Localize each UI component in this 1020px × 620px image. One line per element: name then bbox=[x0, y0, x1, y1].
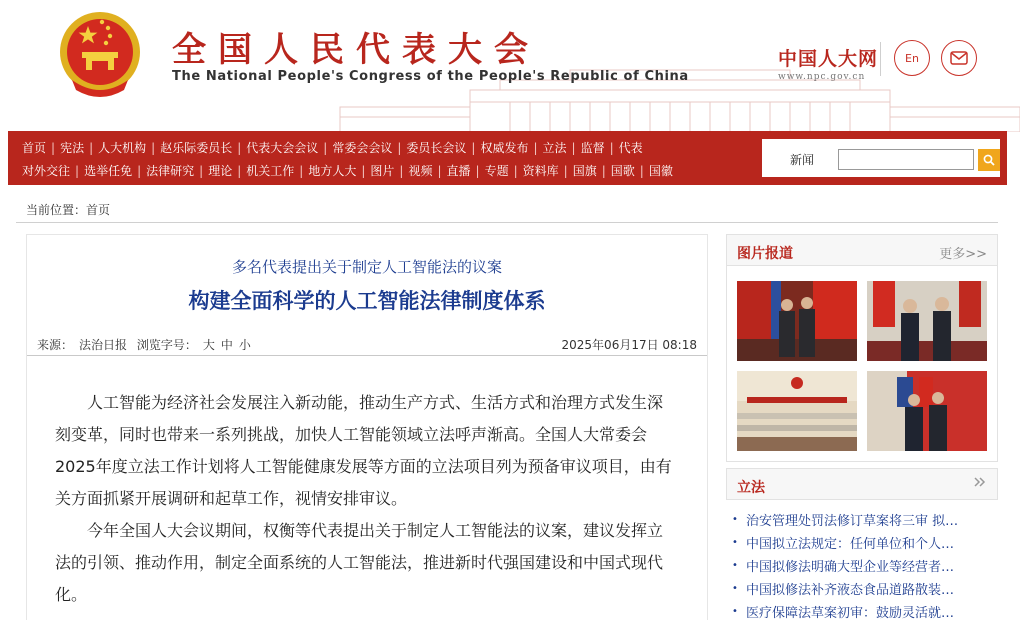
nav-separator: | bbox=[513, 163, 518, 178]
legislation-panel bbox=[726, 468, 998, 500]
nav-item[interactable]: 权威发布 bbox=[480, 141, 529, 155]
english-version-button[interactable] bbox=[894, 40, 930, 76]
nav-item[interactable]: 首页 bbox=[22, 141, 47, 155]
nav-separator: | bbox=[137, 163, 142, 178]
nav-separator: | bbox=[397, 140, 402, 155]
nav-row-secondary bbox=[22, 162, 673, 179]
nav-separator: | bbox=[533, 140, 538, 155]
double-chevron-right-icon bbox=[973, 475, 987, 489]
logo-divider bbox=[880, 42, 881, 76]
article-source: 法治日报 bbox=[79, 338, 128, 352]
nav-separator: | bbox=[237, 163, 242, 178]
nav-item[interactable]: 赵乐际委员长 bbox=[160, 141, 233, 155]
legislation-news-list bbox=[732, 508, 1002, 620]
nav-item[interactable]: 委员长会议 bbox=[406, 141, 467, 155]
legislation-news-title: 中国拟立法规定：任何单位和个人… bbox=[746, 537, 955, 552]
nav-item[interactable]: 法律研究 bbox=[146, 164, 195, 178]
nav-separator: | bbox=[51, 140, 56, 155]
nav-separator: | bbox=[609, 140, 614, 155]
font-size-small-button[interactable]: 小 bbox=[238, 338, 251, 352]
nav-item[interactable]: 图片 bbox=[370, 164, 395, 178]
breadcrumb bbox=[26, 201, 110, 218]
font-size-large-button[interactable]: 大 bbox=[202, 338, 215, 352]
article-paragraph: 人工智能为经济社会发展注入新动能，推动生产方式、生活方式和治理方式发生深刻变革，同时也带来一系列挑战，加快人工智能领域立法呼声渐高。全国人大常委会2025年度立法工作计划将人工智能健康发展等方面的立法项目列为预备审议项目，由有关方面抓紧开展调研和起草工作，视情安排审议。 bbox=[55, 393, 672, 508]
search-input[interactable] bbox=[838, 149, 974, 170]
mail-button[interactable] bbox=[941, 40, 977, 76]
nav-item[interactable]: 人大机构 bbox=[98, 141, 147, 155]
nav-item[interactable]: 地方人大 bbox=[308, 164, 357, 178]
nav-separator: | bbox=[151, 140, 156, 155]
legislation-news-item[interactable] bbox=[732, 600, 1002, 620]
font-size-medium-button[interactable]: 中 bbox=[220, 338, 233, 352]
search-icon bbox=[983, 154, 995, 166]
legislation-news-title: 中国拟修法补齐液态食品道路散装… bbox=[746, 583, 955, 598]
list-bullet-icon: • bbox=[732, 514, 738, 525]
list-bullet-icon: • bbox=[732, 560, 738, 571]
article-meta bbox=[37, 336, 707, 353]
nav-separator: | bbox=[563, 163, 568, 178]
legislation-news-item[interactable] bbox=[732, 554, 1002, 577]
legislation-panel-title[interactable]: 立法 bbox=[737, 480, 765, 496]
national-emblem bbox=[58, 8, 142, 100]
nav-item[interactable]: 国旗 bbox=[572, 164, 597, 178]
legislation-panel-header bbox=[727, 469, 997, 499]
nav-item[interactable]: 国徽 bbox=[648, 164, 673, 178]
meta-divider bbox=[27, 355, 707, 356]
legislation-more-button[interactable] bbox=[973, 475, 987, 493]
nav-item[interactable]: 监督 bbox=[580, 141, 605, 155]
nav-separator: | bbox=[237, 140, 242, 155]
photo-panel-title[interactable]: 图片报道 bbox=[737, 246, 793, 262]
nav-separator: | bbox=[75, 163, 80, 178]
nav-row-primary bbox=[22, 139, 643, 156]
source-label: 来源： bbox=[37, 338, 74, 352]
photo-officials-flags bbox=[867, 371, 987, 451]
article-container bbox=[26, 234, 708, 620]
news-photo-2[interactable] bbox=[867, 281, 987, 361]
list-bullet-icon: • bbox=[732, 583, 738, 594]
main-navigation bbox=[8, 131, 1007, 185]
photo-two-officials bbox=[867, 281, 987, 361]
nav-item[interactable]: 机关工作 bbox=[246, 164, 295, 178]
nav-item[interactable]: 直播 bbox=[446, 164, 471, 178]
photo-news-panel bbox=[726, 234, 998, 462]
legislation-news-item[interactable] bbox=[732, 508, 1002, 531]
npc-logo-text: 中国人大网 bbox=[778, 48, 879, 70]
nav-separator: | bbox=[601, 163, 606, 178]
nav-item[interactable]: 宪法 bbox=[60, 141, 85, 155]
nav-item[interactable]: 代表 bbox=[618, 141, 643, 155]
legislation-news-title: 医疗保障法草案初审：鼓励灵活就… bbox=[746, 606, 955, 620]
site-header bbox=[0, 0, 1020, 132]
nav-item[interactable]: 常委会会议 bbox=[332, 141, 393, 155]
article-subtitle: 多名代表提出关于制定人工智能法的议案 bbox=[231, 258, 502, 276]
nav-separator: | bbox=[639, 163, 644, 178]
nav-separator: | bbox=[299, 163, 304, 178]
nav-separator: | bbox=[89, 140, 94, 155]
nav-item[interactable]: 国歌 bbox=[610, 164, 635, 178]
breadcrumb-home-link[interactable]: 首页 bbox=[86, 203, 111, 217]
search-box bbox=[762, 139, 1000, 177]
photo-handshake-flags bbox=[737, 281, 857, 361]
search-category-label[interactable]: 新闻 bbox=[790, 153, 815, 167]
npc-site-logo[interactable] bbox=[778, 44, 878, 82]
nav-item[interactable]: 代表大会会议 bbox=[246, 141, 319, 155]
mail-icon bbox=[950, 51, 968, 65]
nav-item[interactable]: 立法 bbox=[542, 141, 567, 155]
breadcrumb-divider bbox=[16, 222, 998, 223]
nav-item[interactable]: 专题 bbox=[484, 164, 509, 178]
legislation-news-title: 中国拟修法明确大型企业等经营者… bbox=[746, 560, 955, 575]
nav-separator: | bbox=[475, 163, 480, 178]
legislation-news-title: 治安管理处罚法修订草案将三审 拟… bbox=[746, 514, 959, 529]
photo-meeting-hall bbox=[737, 371, 857, 451]
news-photo-4[interactable] bbox=[867, 371, 987, 451]
nav-item[interactable]: 视频 bbox=[408, 164, 433, 178]
list-bullet-icon: • bbox=[732, 606, 738, 617]
article-paragraph: 今年全国人大会议期间，权衡等代表提出关于制定人工智能法的议案，建议发挥立法的引领、推动作用，制定全面系统的人工智能法，推进新时代强国建设和中国式现代化。 bbox=[55, 521, 664, 604]
font-size-label: 浏览字号： bbox=[136, 338, 197, 352]
english-button-label: En bbox=[905, 51, 919, 65]
search-button[interactable] bbox=[978, 149, 1000, 171]
photo-more-link[interactable]: 更多>> bbox=[939, 247, 987, 262]
nav-item[interactable]: 选举任免 bbox=[84, 164, 133, 178]
publish-date: 2025年06月17日 08:18 bbox=[561, 338, 697, 352]
photo-panel-header bbox=[727, 235, 997, 266]
nav-item[interactable]: 对外交往 bbox=[22, 164, 71, 178]
news-photo-3[interactable] bbox=[737, 371, 857, 451]
nav-separator: | bbox=[437, 163, 442, 178]
nav-separator: | bbox=[399, 163, 404, 178]
news-photo-1[interactable] bbox=[737, 281, 857, 361]
nav-separator: | bbox=[199, 163, 204, 178]
legislation-news-item[interactable] bbox=[732, 577, 1002, 600]
breadcrumb-label: 当前位置： bbox=[26, 203, 87, 217]
nav-separator: | bbox=[323, 140, 328, 155]
nav-item[interactable]: 资料库 bbox=[522, 164, 559, 178]
nav-separator: | bbox=[471, 140, 476, 155]
article-title: 构建全面科学的人工智能法律制度体系 bbox=[188, 289, 546, 313]
article-body bbox=[55, 387, 677, 611]
nav-separator: | bbox=[571, 140, 576, 155]
legislation-news-item[interactable] bbox=[732, 531, 1002, 554]
npc-logo-url: www.npc.gov.cn bbox=[778, 72, 866, 82]
nav-item[interactable]: 理论 bbox=[208, 164, 233, 178]
list-bullet-icon: • bbox=[732, 537, 738, 548]
nav-separator: | bbox=[361, 163, 366, 178]
site-title-en: The National People's Congress of the People's Republic of China bbox=[172, 69, 689, 84]
site-title-cn: 全国人民代表大会 bbox=[172, 30, 540, 70]
